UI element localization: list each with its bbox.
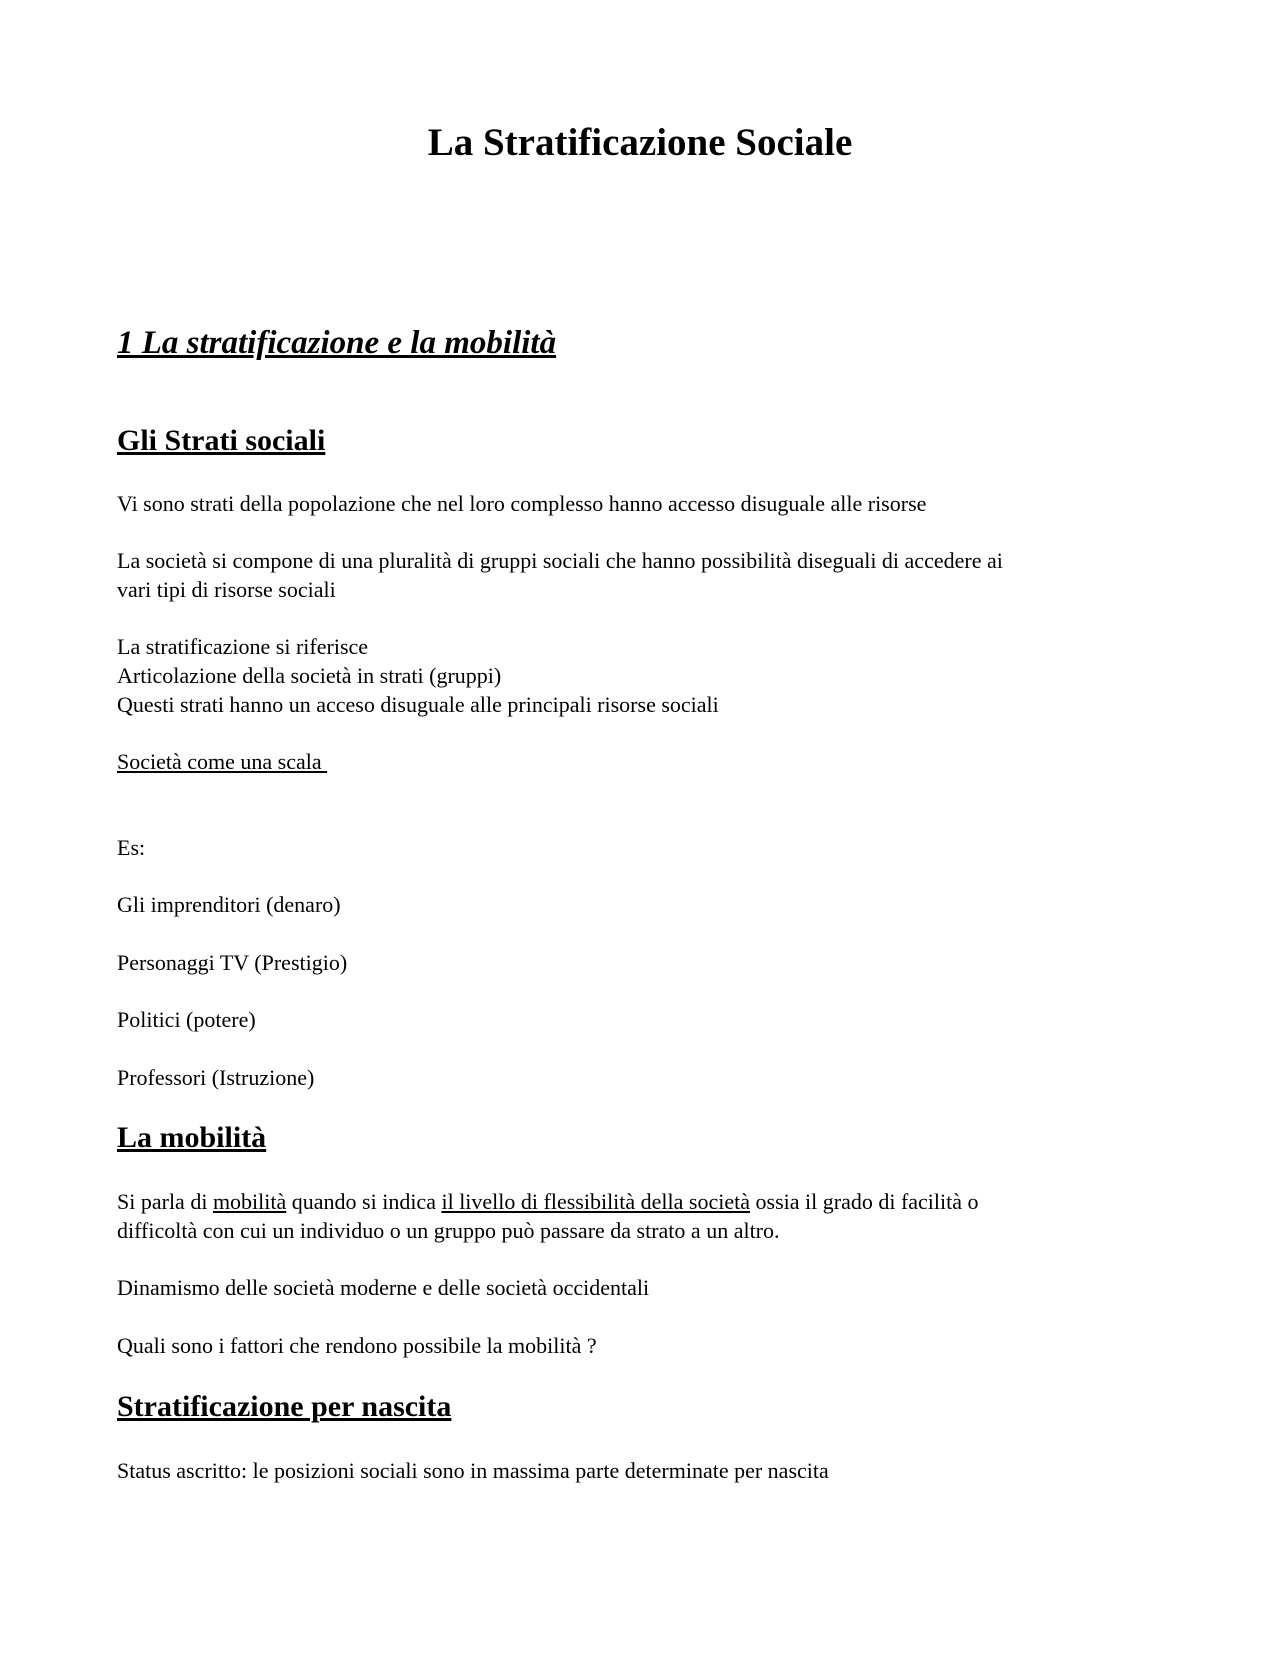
paragraph-mobilita-line2: difficoltà con cui un individuo o un gruppo può passare da strato a un altro. bbox=[117, 1218, 780, 1243]
example-item: Personaggi TV (Prestigio) bbox=[117, 950, 348, 975]
mobilita-term: mobilità bbox=[212, 1189, 287, 1214]
subheading-stratificazione-nascita: Stratificazione per nascita bbox=[117, 1390, 452, 1423]
paragraph-fattori: Quali sono i fattori che rendono possibile la mobilità ? bbox=[117, 1333, 597, 1358]
example-item: Gli imprenditori (denaro) bbox=[117, 892, 341, 917]
paragraph-status-ascritto: Status ascritto: le posizioni sociali sono in massima parte determinate per nascita bbox=[117, 1458, 829, 1483]
text-span: ossia il grado di facilità o bbox=[750, 1189, 979, 1214]
paragraph-societa-line2: vari tipi di risorse sociali bbox=[117, 577, 336, 602]
example-item: Politici (potere) bbox=[117, 1007, 256, 1032]
subheading-mobilita: La mobilità bbox=[117, 1121, 267, 1154]
text-span: Si parla di bbox=[117, 1189, 213, 1214]
document-title: La Stratificazione Sociale bbox=[427, 121, 853, 164]
subheading-strati-sociali: Gli Strati sociali bbox=[117, 424, 326, 457]
paragraph-societa-line1: La società si compone di una pluralità di gruppi sociali che hanno possibilità diseguali di accedere ai bbox=[117, 548, 1003, 573]
paragraph-societa-scala: Società come una scala bbox=[117, 749, 328, 774]
paragraph-mobilita-line1 bbox=[117, 1187, 979, 1216]
paragraph-strati-intro: Vi sono strati della popolazione che nel loro complesso hanno accesso disuguale alle risorse bbox=[117, 491, 927, 516]
paragraph-stratificazione-line2: Articolazione della società in strati (gruppi) bbox=[117, 663, 502, 688]
paragraph-dinamismo: Dinamismo delle società moderne e delle società occidentali bbox=[117, 1275, 650, 1300]
flessibilita-phrase: il livello di flessibilità della società bbox=[441, 1189, 751, 1214]
section-heading-stratificazione-mobilita: 1 La stratificazione e la mobilità bbox=[117, 325, 557, 361]
example-item: Professori (Istruzione) bbox=[117, 1065, 315, 1090]
text-span: quando si indica bbox=[286, 1189, 442, 1214]
paragraph-stratificazione-line1: La stratificazione si riferisce bbox=[117, 634, 369, 659]
paragraph-es: Es: bbox=[117, 835, 146, 860]
paragraph-stratificazione-line3: Questi strati hanno un acceso disuguale alle principali risorse sociali bbox=[117, 692, 719, 717]
